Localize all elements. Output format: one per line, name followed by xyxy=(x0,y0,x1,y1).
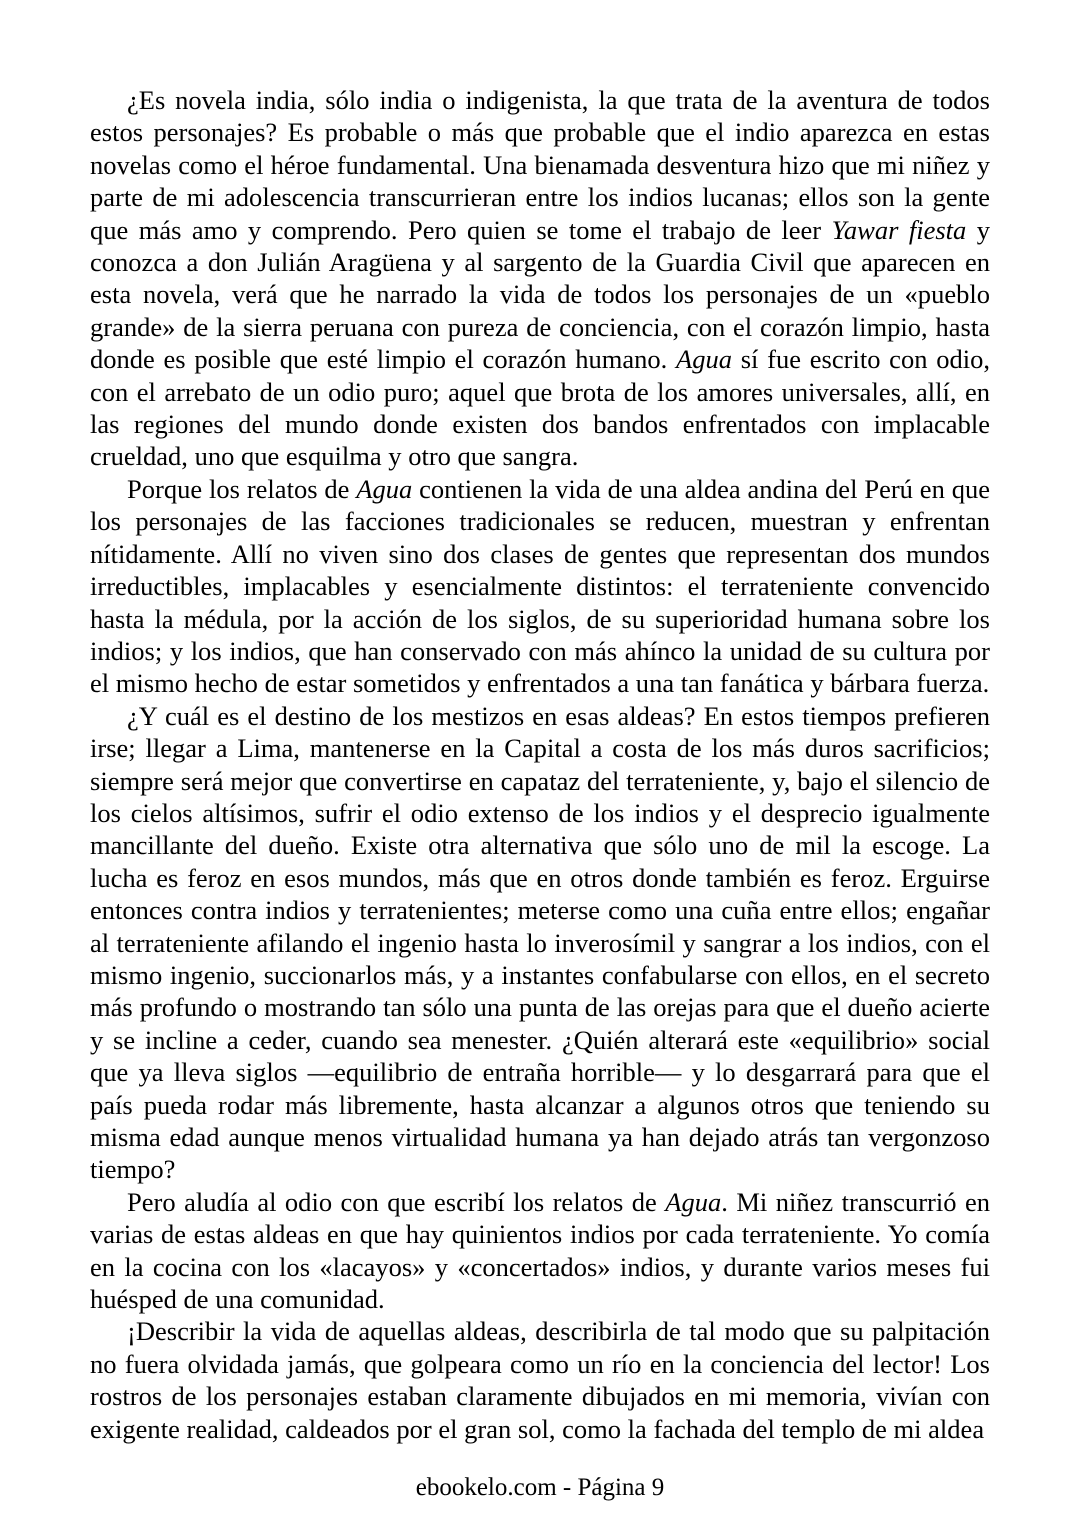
italic-title: Agua xyxy=(676,344,732,375)
paragraph-p3: ¿Y cuál es el destino de los mestizos en esas aldeas? En estos tiempos prefieren irse; llegar a Lima, mantenerse en la Capital a costa de los más duros sacrificios; siempre será mejor que convertirse en capataz del terrateniente, y, bajo el silencio de los cielos altísimos, sufrir el odio extenso de los indios y el desprecio igualmente mancillante del dueño. Existe otra alternativa que sólo uno de mil la escoge. La lucha es feroz en esos mundos, más que en otros donde también es feroz. Erguirse entonces contra indios y terratenientes; meterse como una cuña entre ellos; engañar al terrateniente afilando el ingenio hasta lo inverosímil y sangrar a los indios, con el mismo ingenio, succionarlos más, y a instantes confabularse con ellos, en el secreto más profundo o mostrando tan sólo una punta de las orejas para que el dueño acierte y se incline a ceder, cuando sea menester. ¿Quién alterará este «equilibrio» social que ya lleva siglos —equilibrio de entraña horrible— y lo desgarrará para que el país pueda rodar más libremente, hasta alcanzar a algunos otros que teniendo su misma edad aunque menos virtualidad humana ya han dejado atrás tan vergonzoso tiempo? xyxy=(90,700,990,1185)
paragraph-p1: ¿Es novela india, sólo india o indigenista, la que trata de la aventura de todos estos personajes? Es probable o más que probable que el indio aparezca en estas novelas como el héroe fundamental. Una bienamada desventura hizo que mi niñez y parte de mi adolescencia transcurrieran entre los indios lucanas; ellos son la gente que más amo y comprendo. Pero quien se tome el trabajo de leer Yawar fiesta y conozca a don Julián Aragüena y al sargento de la Guardia Civil que aparecen en esta novela, verá que he narrado la vida de todos los personajes de un «pueblo grande» de la sierra peruana con pureza de conciencia, con el corazón limpio, hasta donde es posible que esté limpio el corazón humano. Agua sí fue escrito con odio, con el arrebato de un odio puro; aquel que brota de los amores universales, allí, en las regiones del mundo donde existen dos bandos enfrentados con implacable crueldad, uno que esquilma y otro que sangra. xyxy=(90,85,990,472)
paragraph-p2: Porque los relatos de Agua contienen la vida de una aldea andina del Perú en que los personajes de las facciones tradicionales se reducen, muestran y enfrentan nítidamente. Allí no viven sino dos clases de gentes que representan dos mundos irreductibles, implacables y esencialmente distintos: el terrateniente convencido hasta la médula, por la acción de los siglos, de su superioridad humana sobre los indios; y los indios, que han conservado con más ahínco la unidad de su cultura por el mismo hecho de estar sometidos y enfrentados a una tan fanática y bárbara fuerza. xyxy=(90,473,990,699)
italic-title: Agua xyxy=(356,473,413,504)
italic-title: Agua xyxy=(665,1186,722,1217)
paragraph-p5: ¡Describir la vida de aquellas aldeas, describirla de tal modo que su palpitación no fuera olvidada jamás, que golpeara como un río en la conciencia del lector! Los rostros de los personajes estaban claramente dibujados en mi memoria, vivían con exigente realidad, caldeados por el gran sol, como la fachada del templo de mi aldea xyxy=(90,1316,990,1444)
body-text-column xyxy=(90,84,990,1445)
paragraph-p4: Pero aludía al odio con que escribí los relatos de Agua. Mi niñez transcurrió en varias de estas aldeas en que hay quinientos indios por cada terrateniente. Yo comía en la cocina con los «lacayos» y «concertados» indios, y durante varios meses fui huésped de una comunidad. xyxy=(90,1186,990,1315)
italic-title: Yawar fiesta xyxy=(831,214,967,245)
page-footer: ebookelo.com - Página 9 xyxy=(415,1474,665,1501)
